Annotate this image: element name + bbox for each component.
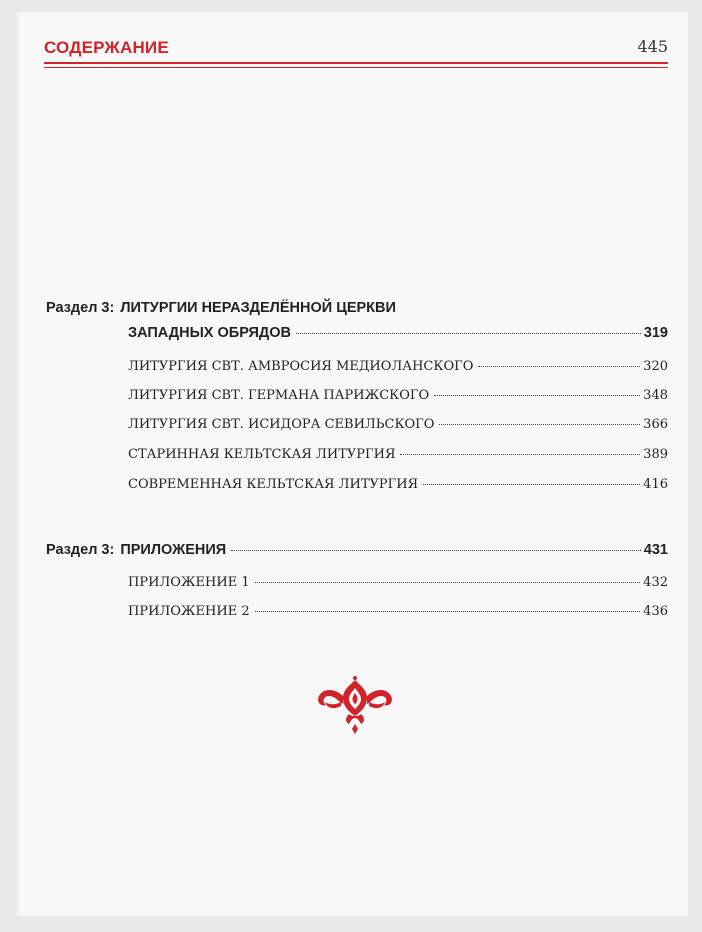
page-number: 445 [637, 37, 668, 56]
toc-entry-title: ЛИТУРГИЯ СВТ. АМВРОСИЯ МЕДИОЛАНСКОГО [128, 359, 474, 374]
running-title: СОДЕРЖАНИЕ [44, 38, 169, 57]
toc-entry-page: 416 [643, 477, 668, 492]
toc-leader-dots [434, 395, 640, 396]
toc-entry-page: 432 [643, 575, 668, 590]
toc-entry[interactable] [128, 417, 668, 432]
toc-entry-page: 389 [643, 447, 668, 462]
toc-entry[interactable] [128, 447, 668, 462]
toc-entry-title: СТАРИННАЯ КЕЛЬТСКАЯ ЛИТУРГИЯ [128, 447, 396, 462]
toc-appendices-title: ПРИЛОЖЕНИЯ [120, 542, 227, 558]
floral-vignette-icon [313, 674, 397, 738]
book-page [16, 12, 688, 916]
toc-entry-page: 366 [643, 417, 668, 432]
toc-entry-page: 320 [643, 359, 668, 374]
toc-section-3-title-line1: ЛИТУРГИИ НЕРАЗДЕЛЁННОЙ ЦЕРКВИ [120, 300, 396, 316]
toc-leader-dots [439, 424, 640, 425]
toc-section-3-page: 319 [643, 325, 668, 341]
toc-entry-title: ПРИЛОЖЕНИЕ 2 [128, 604, 250, 619]
header-rule [44, 62, 668, 64]
toc-entry[interactable] [128, 359, 668, 374]
toc-section-3-heading [46, 300, 396, 316]
toc-leader-dots [255, 582, 641, 583]
toc-leader-dots [255, 611, 641, 612]
toc-section-3-title-line2: ЗАПАДНЫХ ОБРЯДОВ [128, 325, 292, 341]
toc-leader-dots [231, 550, 641, 551]
toc-entry-page: 348 [643, 388, 668, 403]
toc-entry[interactable] [128, 575, 668, 590]
header-rule-thin [44, 67, 668, 68]
toc-leader-dots [400, 454, 640, 455]
toc-entry-page: 436 [643, 604, 668, 619]
toc-leader-dots [296, 333, 641, 334]
toc-entry-title: ЛИТУРГИЯ СВТ. ИСИДОРА СЕВИЛЬСКОГО [128, 417, 435, 432]
toc-leader-dots [478, 366, 640, 367]
toc-appendices-heading[interactable] [46, 542, 668, 558]
toc-leader-dots [423, 484, 640, 485]
toc-entry-title: ЛИТУРГИЯ СВТ. ГЕРМАНА ПАРИЖСКОГО [128, 388, 430, 403]
toc-entry[interactable] [128, 477, 668, 492]
toc-section-3-line2[interactable] [128, 325, 668, 341]
toc-entry-title: ПРИЛОЖЕНИЕ 1 [128, 575, 250, 590]
toc-section-3-label: Раздел 3: [46, 300, 115, 316]
toc-entry[interactable] [128, 604, 668, 619]
toc-appendices-label: Раздел 3: [46, 542, 115, 558]
toc-appendices-page: 431 [643, 542, 668, 558]
toc-entry[interactable] [128, 388, 668, 403]
toc-entry-title: СОВРЕМЕННАЯ КЕЛЬТСКАЯ ЛИТУРГИЯ [128, 477, 419, 492]
